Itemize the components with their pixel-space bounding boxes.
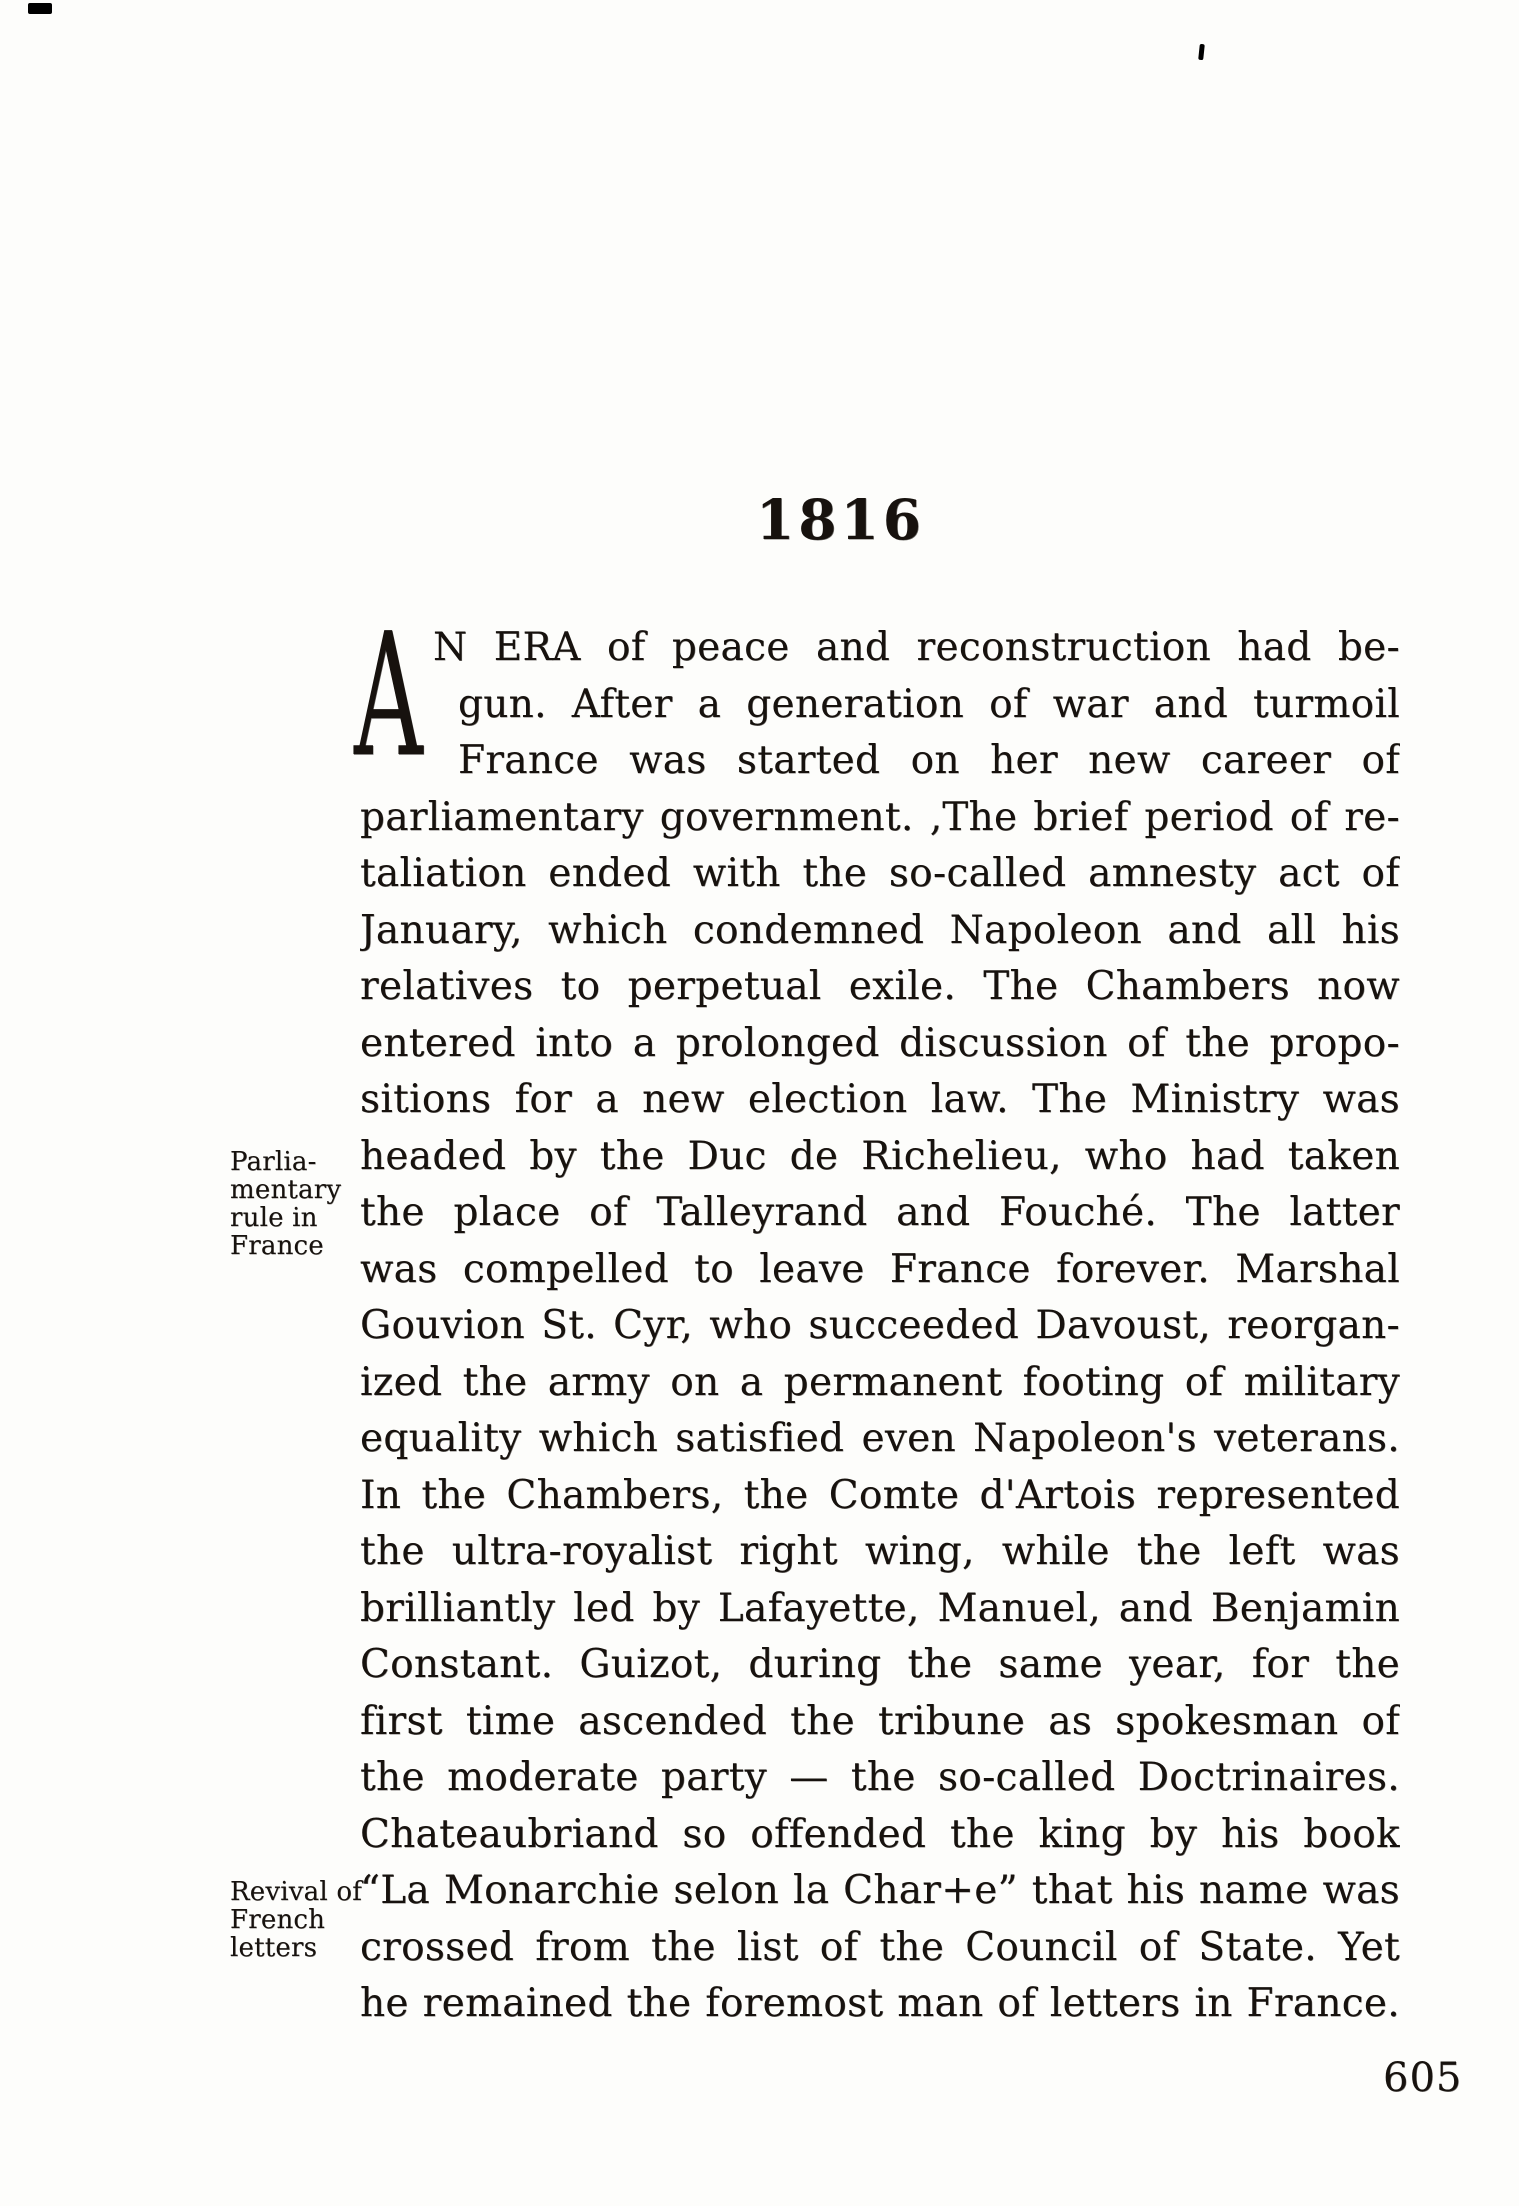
body-line: Chateaubriand so offended the king by his book bbox=[360, 1811, 1400, 1857]
scan-artifact-tick-top-right bbox=[1198, 44, 1205, 60]
body-line: headed by the Duc de Richelieu, who had taken bbox=[360, 1133, 1400, 1179]
margin-note-parliamentary-rule bbox=[230, 1148, 390, 1260]
body-line: In the Chambers, the Comte d'Artois represented bbox=[360, 1472, 1400, 1518]
body-line: first time ascended the tribune as spokesman of bbox=[360, 1698, 1400, 1744]
margin-note-line: French bbox=[230, 1905, 326, 1935]
body-line: he remained the foremost man of letters in France. bbox=[360, 1981, 1400, 2026]
body-line: the ultra-royalist right wing, while the left was bbox=[360, 1529, 1400, 1574]
body-line: sitions for a new election law. The Ministry was bbox=[360, 1077, 1400, 1122]
body-line: entered into a prolonged discussion of the propo- bbox=[360, 1020, 1400, 1066]
margin-note-line: rule in bbox=[230, 1203, 318, 1233]
body-text-column bbox=[354, 597, 1400, 2033]
margin-note-line: letters bbox=[230, 1933, 318, 1963]
chapter-year-title: 1816 bbox=[756, 487, 926, 552]
body-line: parliamentary government. ‚The brief period of re- bbox=[360, 794, 1400, 840]
body-line: relatives to perpetual exile. The Chambers now bbox=[360, 964, 1400, 1009]
drop-cap-letter: A bbox=[354, 597, 423, 795]
page-number: 605 bbox=[1383, 2055, 1463, 2101]
margin-note-line: Revival of bbox=[230, 1877, 363, 1907]
body-line: crossed from the list of the Council of State. Yet bbox=[360, 1924, 1400, 1970]
body-line: gun. After a generation of war and turmoil bbox=[458, 681, 1400, 727]
body-line: was compelled to leave France forever. Marshal bbox=[360, 1246, 1400, 1292]
margin-note-line: Parlia- bbox=[230, 1147, 317, 1177]
margin-note-line: mentary bbox=[230, 1175, 342, 1205]
body-line: “La Monarchie selon la Char+e” that his name was bbox=[360, 1868, 1400, 1913]
margin-note-line: France bbox=[230, 1231, 324, 1261]
body-line: N ERA of peace and reconstruction had be- bbox=[433, 625, 1400, 670]
body-line: Gouvion St. Cyr, who succeeded Davoust, reorgan- bbox=[360, 1303, 1400, 1348]
body-line: January, which condemned Napoleon and all his bbox=[360, 907, 1400, 953]
body-line: Constant. Guizot, during the same year, for the bbox=[360, 1642, 1400, 1687]
body-line: equality which satisfied even Napoleon's veterans. bbox=[360, 1416, 1400, 1461]
body-line: the place of Talleyrand and Fouché. The latter bbox=[360, 1190, 1400, 1235]
body-line: brilliantly led by Lafayette, Manuel, and Benjamin bbox=[360, 1585, 1400, 1631]
body-line: taliation ended with the so-called amnesty act of bbox=[360, 851, 1400, 896]
body-line: France was started on her new career of bbox=[458, 738, 1400, 783]
margin-note-revival-french-letters bbox=[230, 1878, 390, 1962]
body-line: the moderate party — the so-called Doctrinaires. bbox=[360, 1755, 1400, 1800]
scan-artifact-ink-mark-top-left bbox=[28, 3, 52, 14]
body-line: ized the army on a permanent footing of military bbox=[360, 1359, 1400, 1405]
